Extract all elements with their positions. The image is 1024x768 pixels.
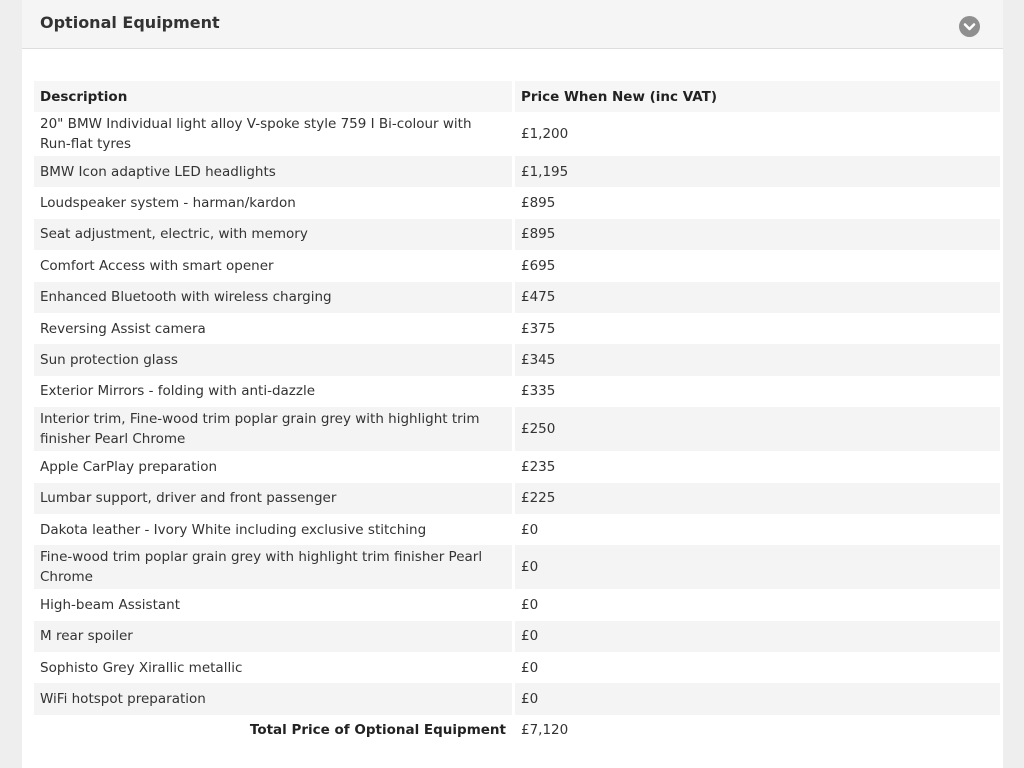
equipment-description: Reversing Assist camera <box>34 313 515 344</box>
equipment-price: £345 <box>515 344 1000 375</box>
equipment-price: £1,195 <box>515 156 1000 187</box>
table-row <box>34 514 1000 545</box>
equipment-price: £250 <box>515 407 1000 451</box>
panel-title: Optional Equipment <box>40 13 220 32</box>
equipment-price: £0 <box>515 545 1000 589</box>
table-row <box>34 483 1000 514</box>
equipment-description: BMW Icon adaptive LED headlights <box>34 156 515 187</box>
equipment-description: M rear spoiler <box>34 621 515 652</box>
equipment-price: £0 <box>515 514 1000 545</box>
table-row <box>34 313 1000 344</box>
equipment-description: Apple CarPlay preparation <box>34 451 515 482</box>
equipment-price: £695 <box>515 250 1000 281</box>
table-row <box>34 282 1000 313</box>
table-row <box>34 545 1000 589</box>
table-row <box>34 407 1000 451</box>
panel-header[interactable] <box>22 0 1003 49</box>
equipment-price: £895 <box>515 219 1000 250</box>
chevron-down-circle-icon[interactable] <box>959 16 980 37</box>
table-row <box>34 187 1000 218</box>
header-description: Description <box>34 81 515 112</box>
total-label: Total Price of Optional Equipment <box>34 715 515 746</box>
equipment-description: Exterior Mirrors - folding with anti-dazzle <box>34 376 515 407</box>
table-body <box>34 112 1000 715</box>
table-row <box>34 112 1000 156</box>
equipment-description: Loudspeaker system - harman/kardon <box>34 187 515 218</box>
equipment-price: £895 <box>515 187 1000 218</box>
total-value: £7,120 <box>515 715 1000 746</box>
table-row <box>34 376 1000 407</box>
equipment-description: Enhanced Bluetooth with wireless charging <box>34 282 515 313</box>
equipment-description: WiFi hotspot preparation <box>34 683 515 714</box>
equipment-description: Fine-wood trim poplar grain grey with highlight trim finisher Pearl Chrome <box>34 545 515 589</box>
table-row <box>34 451 1000 482</box>
equipment-table <box>34 81 1000 746</box>
table-row <box>34 250 1000 281</box>
equipment-description: Seat adjustment, electric, with memory <box>34 219 515 250</box>
equipment-price: £475 <box>515 282 1000 313</box>
table-row <box>34 344 1000 375</box>
equipment-price: £235 <box>515 451 1000 482</box>
total-row <box>34 715 1000 746</box>
equipment-price: £0 <box>515 683 1000 714</box>
equipment-description: Interior trim, Fine-wood trim poplar grain grey with highlight trim finisher Pearl Chrome <box>34 407 515 451</box>
equipment-description: 20" BMW Individual light alloy V-spoke style 759 I Bi-colour with Run-flat tyres <box>34 112 515 156</box>
equipment-description: Lumbar support, driver and front passenger <box>34 483 515 514</box>
optional-equipment-panel <box>22 0 1003 768</box>
equipment-price: £375 <box>515 313 1000 344</box>
table-row <box>34 652 1000 683</box>
table-row <box>34 156 1000 187</box>
equipment-description: High-beam Assistant <box>34 589 515 620</box>
equipment-price: £1,200 <box>515 112 1000 156</box>
table-row <box>34 219 1000 250</box>
table-row <box>34 621 1000 652</box>
equipment-description: Comfort Access with smart opener <box>34 250 515 281</box>
table-header-row <box>34 81 1000 112</box>
equipment-price: £335 <box>515 376 1000 407</box>
equipment-price: £225 <box>515 483 1000 514</box>
equipment-price: £0 <box>515 589 1000 620</box>
table-row <box>34 683 1000 714</box>
header-price: Price When New (inc VAT) <box>515 81 1000 112</box>
table-row <box>34 589 1000 620</box>
equipment-price: £0 <box>515 652 1000 683</box>
equipment-description: Sun protection glass <box>34 344 515 375</box>
equipment-price: £0 <box>515 621 1000 652</box>
equipment-description: Dakota leather - Ivory White including exclusive stitching <box>34 514 515 545</box>
equipment-description: Sophisto Grey Xirallic metallic <box>34 652 515 683</box>
